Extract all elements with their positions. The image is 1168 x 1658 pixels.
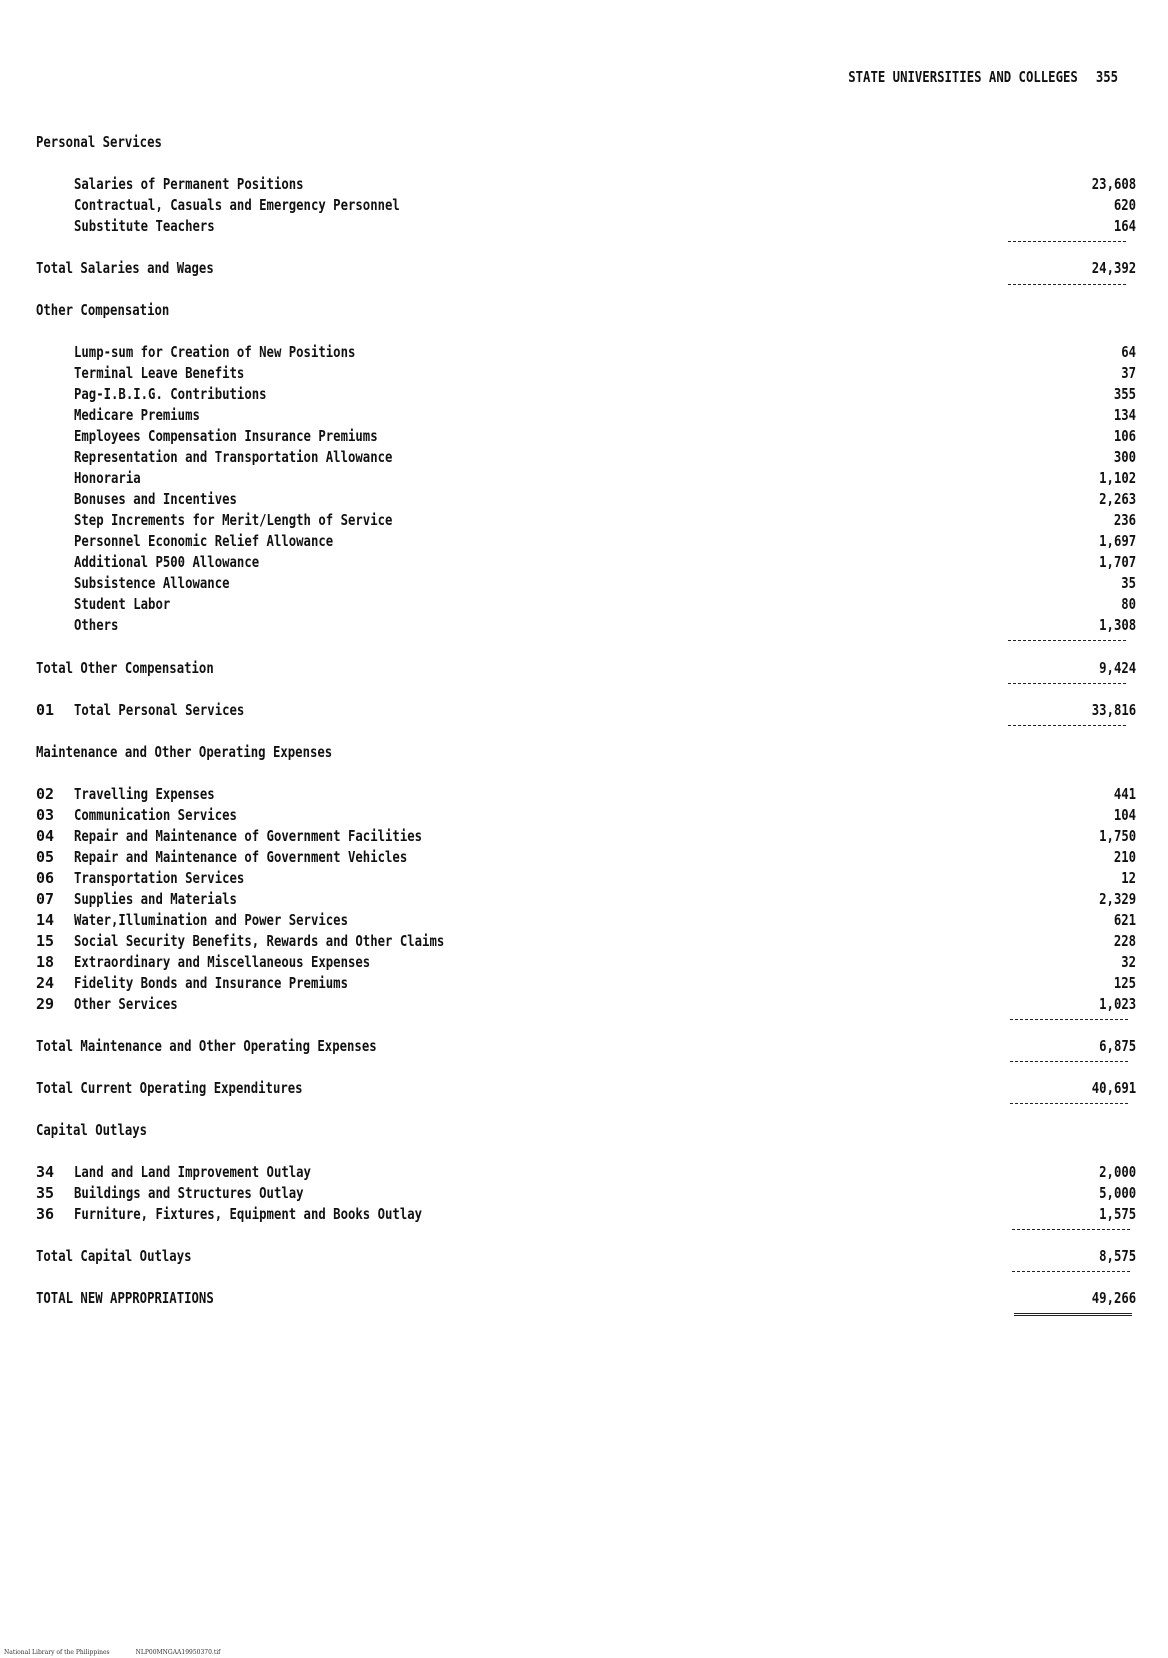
line-item: 14 Water,Illumination and Power Services 621	[36, 911, 1136, 929]
section-heading-mooe: Maintenance and Other Operating Expenses	[36, 743, 333, 761]
line-item: 15 Social Security Benefits, Rewards and Other Claims 228	[36, 932, 1136, 950]
line-item: 18 Extraordinary and Miscellaneous Expenses 32	[36, 953, 1136, 971]
line-item: Medicare Premiums 134	[74, 406, 1136, 424]
line-item: 24 Fidelity Bonds and Insurance Premiums 125	[36, 974, 1136, 992]
line-item: Personnel Economic Relief Allowance 1,697	[74, 532, 1136, 550]
line-item: 03 Communication Services 104	[36, 806, 1136, 824]
line-item: 29 Other Services 1,023	[36, 995, 1136, 1013]
subtotal-rule	[1012, 1229, 1130, 1230]
line-item: Honoraria 1,102	[74, 469, 1136, 487]
line-item: 35 Buildings and Structures Outlay 5,000	[36, 1184, 1136, 1202]
line-item: Others 1,308	[74, 616, 1136, 634]
line-item: Substitute Teachers 164	[74, 217, 1136, 235]
line-item: Additional P500 Allowance 1,707	[74, 553, 1136, 571]
line-item: Pag-I.B.I.G. Contributions 355	[74, 385, 1136, 403]
line-item: Student Labor 80	[74, 595, 1136, 613]
line-item: Contractual, Casuals and Emergency Personnel 620	[74, 196, 1136, 214]
section-heading-personal-services: Personal Services	[36, 133, 162, 151]
subtotal-rule	[1008, 725, 1126, 726]
section-heading-capital-outlays: Capital Outlays	[36, 1121, 148, 1139]
scan-footer	[4, 1649, 246, 1656]
subtotal-rule	[1008, 284, 1126, 285]
line-item: Terminal Leave Benefits 37	[74, 364, 1136, 382]
line-item: 04 Repair and Maintenance of Government Facilities 1,750	[36, 827, 1136, 845]
line-item: Representation and Transportation Allowance 300	[74, 448, 1136, 466]
footer-file: NLP00MNGAA19950370.tif	[135, 1649, 221, 1656]
line-item: Bonuses and Incentives 2,263	[74, 490, 1136, 508]
grand-total-double-rule	[1014, 1313, 1132, 1316]
grand-total-line: TOTAL NEW APPROPRIATIONS 49,266	[36, 1289, 1136, 1307]
subtotal-rule	[1012, 1271, 1130, 1272]
total-line: Total Maintenance and Other Operating Expenses 6,875	[36, 1037, 1136, 1055]
subtotal-rule	[1010, 1061, 1128, 1062]
line-item: 02 Travelling Expenses 441	[36, 785, 1136, 803]
line-item: Employees Compensation Insurance Premiums 106	[74, 427, 1136, 445]
header-title: STATE UNIVERSITIES AND COLLEGES	[848, 68, 1078, 86]
total-line: 01 Total Personal Services 33,816	[36, 701, 1136, 719]
line-item: 07 Supplies and Materials 2,329	[36, 890, 1136, 908]
line-item: Salaries of Permanent Positions 23,608	[74, 175, 1136, 193]
line-item: 34 Land and Land Improvement Outlay 2,000	[36, 1163, 1136, 1181]
line-item: Lump-sum for Creation of New Positions 64	[74, 343, 1136, 361]
subtotal-rule	[1010, 1019, 1128, 1020]
total-line: Total Salaries and Wages 24,392	[36, 259, 1136, 277]
total-line: Total Capital Outlays 8,575	[36, 1247, 1136, 1265]
subtotal-rule	[1008, 640, 1126, 641]
subtotal-rule	[1008, 241, 1126, 242]
line-item: Step Increments for Merit/Length of Service 236	[74, 511, 1136, 529]
page-header	[848, 68, 1118, 86]
footer-source: National Library of the Philippines	[4, 1649, 110, 1656]
page-number: 355	[1095, 68, 1118, 86]
subtotal-rule	[1008, 683, 1126, 684]
line-item: 06 Transportation Services 12	[36, 869, 1136, 887]
total-line: Total Current Operating Expenditures 40,691	[36, 1079, 1136, 1097]
section-heading-other-compensation: Other Compensation	[36, 301, 170, 319]
total-line: Total Other Compensation 9,424	[36, 659, 1136, 677]
line-item: 05 Repair and Maintenance of Government Vehicles 210	[36, 848, 1136, 866]
subtotal-rule	[1010, 1103, 1128, 1104]
line-item: Subsistence Allowance 35	[74, 574, 1136, 592]
line-item: 36 Furniture, Fixtures, Equipment and Books Outlay 1,575	[36, 1205, 1136, 1223]
